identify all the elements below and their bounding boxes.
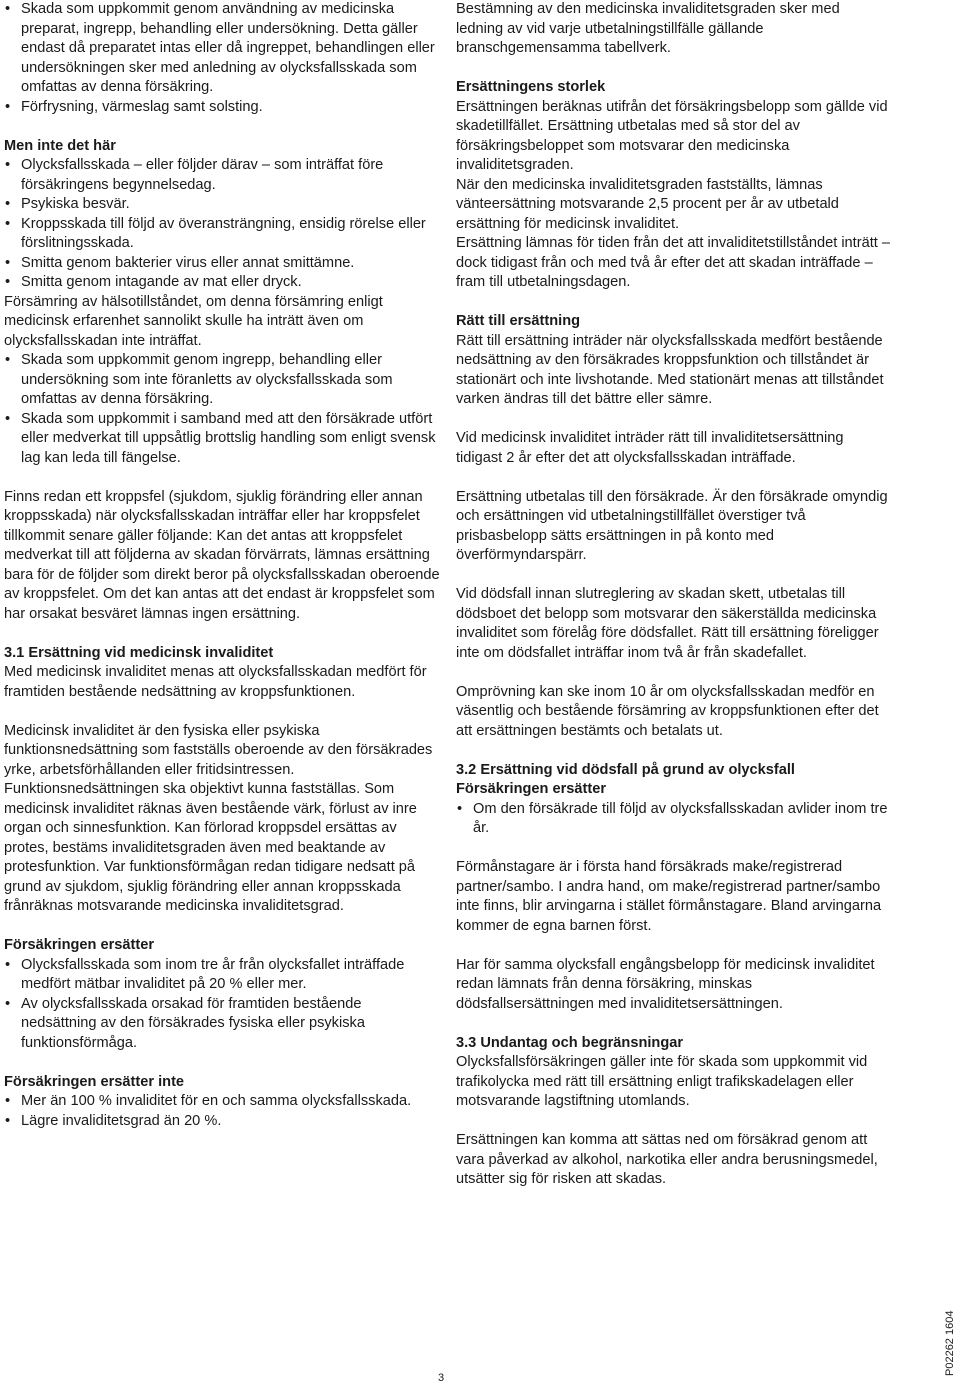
list-item: • Smitta genom bakterier virus eller annat smittämne. (4, 254, 440, 274)
beneficiary-paragraph: Förmånstagare är i första hand försäkrads make/registrerad partner/sambo. I andra hand, om make/registrerad partner/sambo inte finns, blir arvingarna i stället förmånstagare. Bland arvingarna kommer de egna barnen först. (456, 859, 882, 934)
not-covers-bullet-list (4, 1092, 440, 1131)
list-item: • Olycksfallsskada som inom tre år från olycksfallet inträffade medfört mätbar invaliditet på 20 % eller mer. (4, 956, 440, 995)
size-paragraph-3: Ersättning lämnas för tiden från det att invaliditetstillståndet inträtt – dock tidigast från och med två år efter det att skadan inträffade – fram till utbetalningsdagen. (456, 235, 890, 290)
list-item: • Förfrysning, värmeslag samt solsting. (4, 98, 440, 118)
document-code: P02262 1604 (944, 1310, 956, 1376)
page-number: 3 (438, 1372, 445, 1384)
list-item: • Kroppsskada till följd av överansträngning, ensidig rörelse eller förslitningsskada. (4, 215, 440, 254)
size-paragraph-2: När den medicinska invaliditetsgraden fastställts, lämnas vänteersättning motsvarande 2,5 procent per år av utbetald ersättning för medicinsk invaliditet. (456, 176, 839, 232)
section-heading-3-3: 3.3 Undantag och begränsningar (456, 1034, 684, 1051)
section-heading-exclusions: Men inte det här (4, 137, 116, 154)
entitlement-paragraph: Rätt till ersättning inträder när olycksfallsskada medfört bestående nedsättning av den försäkrades kroppsfunktion och tillståndet är stationärt och inte livshotande. Med stationärt menas att tillståndet varken ändras till det bättre eller sämre. (456, 332, 884, 407)
list-item: • Om den försäkrade till följd av olycksfallsskadan avlider inom tre år. (456, 800, 890, 839)
list-item: • Smitta genom intagande av mat eller dryck. (4, 273, 440, 293)
section-subheading-3-2: Försäkringen ersätter (456, 781, 607, 797)
list-item: • Skada som uppkommit genom användning av medicinska preparat, ingrepp, behandling eller undersökning. Detta gäller endast då preparatet intas eller då ingreppet, behandlingen eller undersökningen sker med anledning av olycksfallsskada som omfattas av denna försäkring. (4, 0, 440, 98)
list-item: • Psykiska besvär. (4, 195, 440, 215)
intro-bullet-list (4, 0, 440, 117)
entitlement-paragraph-3: Ersättning utbetalas till den försäkrade. Är den försäkrade omyndig och ersättningen vid utbetalningstillfället överstiger två prisbasbelopp sätts ersättningen in på konto med överförmyndarspärr. (456, 488, 888, 563)
list-item: • Mer än 100 % invaliditet för en och samma olycksfallsskada. (4, 1092, 440, 1112)
exclusions-bullet-list (4, 156, 440, 293)
list-item: • Lägre invaliditetsgrad än 20 %. (4, 1112, 440, 1132)
right-column (456, 0, 890, 1190)
worsening-paragraph: Försämring av hälsotillståndet, om denna försämring enligt medicinsk erfarenhet sannolikt skulle ha inträtt även om olycksfallsskadan inte inträffat. (4, 293, 383, 349)
section-heading-entitlement: Rätt till ersättning (456, 313, 581, 329)
list-item: • Skada som uppkommit genom ingrepp, behandling eller undersökning som inte föranletts av olycksfallsskada som omfattas av denna försäkring. (4, 351, 440, 410)
section-heading-3-2: 3.2 Ersättning vid dödsfall på grund av olycksfall (456, 761, 795, 778)
entitlement-paragraph-5: Omprövning kan ske inom 10 år om olycksfallsskadan medför en väsentlig och bestående försämring av kroppsfunktionen efter det att ersättningen bestämts och betalats ut. (456, 683, 879, 739)
section-3-3-paragraph-2: Ersättningen kan komma att sättas ned om försäkrad genom att vara påverkad av alkohol, narkotika eller andra berusningsmedel, utsätter sig för risken att skadas. (456, 1132, 878, 1187)
section-3-3-paragraph: Olycksfallsförsäkringen gäller inte för skada som uppkommit vid trafikolycka med rätt till ersättning enligt trafikskadelagen eller motsvarande lagstiftning utomlands. (456, 1054, 868, 1109)
section-3-2-bullet-list (456, 800, 890, 839)
section-3-1-paragraph: Med medicinsk invaliditet menas att olycksfallsskadan medfört för framtiden bestående nedsättning av kroppsfunktionen. (4, 664, 427, 700)
list-item: • Olycksfallsskada – eller följder därav – som inträffat före försäkringens begynnelsedag. (4, 156, 440, 195)
section-heading-not-covers: Försäkringen ersätter inte (4, 1073, 185, 1090)
existing-defect-paragraph: Finns redan ett kroppsfel (sjukdom, sjuklig förändring eller annan kroppsskada) när olycksfallsskadan inträffar eller har kroppsfelet tillkommit senare gäller följande: Kan det antas att kroppsfelet medverkat till att följderna av skadan förvärrats, lämnas ersättning bara för de följder som direkt beror på olycksfallsskadan oberoende av kroppsfelet. Om det kan antas att det endast är kroppsfelet som har orsakat besväret lämnas ingen ersättning. (4, 488, 440, 622)
covers-bullet-list (4, 956, 440, 1054)
section-heading-covers: Försäkringen ersätter (4, 937, 155, 953)
list-item: • Skada som uppkommit i samband med att den försäkrade utfört eller medverkat till uppsåtlig brottslig handling som enligt svensk lag kan leda till fängelse. (4, 410, 440, 469)
entitlement-paragraph-2: Vid medicinsk invaliditet inträder rätt till invaliditetsersättning tidigast 2 år efter det att olycksfallsskadan inträffade. (456, 430, 844, 466)
size-paragraph: Ersättningen beräknas utifrån det försäkringsbelopp som gällde vid skadetillfället. Ersättning utbetalas med så stor del av försäkringsbeloppet som motsvarar den medicinska invaliditetsgraden. (456, 98, 888, 173)
section-heading-3-1: 3.1 Ersättning vid medicinsk invaliditet (4, 644, 274, 661)
medical-disability-paragraph: Medicinsk invaliditet är den fysiska eller psykiska funktionsnedsättning som fastställs oberoende av den försäkrades yrke, arbetsförhållanden eller fritidsintressen. Funktionsnedsättningen ska objektivt kunna fastställas. Som medicinsk invaliditet räknas även bestående värk, förlust av inre organ och sinnesfunktion. Kan förlorad kroppsdel ersättas av protes, bestäms invaliditetsgraden även med beaktande av protesfunktion. Var funktionsförmågan redan tidigare nedsatt på grund av sjukdom, sjuklig förändring eller annan kroppsskada frånräknas motsvarande medicinska invaliditetsgrad. (4, 722, 433, 914)
section-heading-size: Ersättningens storlek (456, 79, 606, 95)
left-column (4, 0, 440, 1131)
same-accident-paragraph: Har för samma olycksfall engångsbelopp för medicinsk invaliditet redan lämnats från denna försäkring, minskas dödsfallsersättningen med invaliditetsersättningen. (456, 956, 875, 1012)
more-exclusions-bullet-list (4, 351, 440, 468)
list-item: • Av olycksfallsskada orsakad för framtiden bestående nedsättning av den försäkrades fysiska eller psykiska funktionsförmåga. (4, 995, 440, 1054)
intro-paragraph: Bestämning av den medicinska invaliditetsgraden sker med ledning av vid varje utbetalningstillfälle gällande branschgemensamma tabellverk. (456, 1, 840, 56)
entitlement-paragraph-4: Vid dödsfall innan slutreglering av skadan skett, utbetalas till dödsboet det belopp som motsvarar den säkerställda medicinska invaliditet som förelåg före dödsfallet. Rätt till ersättning föreligger inte om dödsfallet inträffar inom två år från skadefallet. (456, 586, 879, 661)
